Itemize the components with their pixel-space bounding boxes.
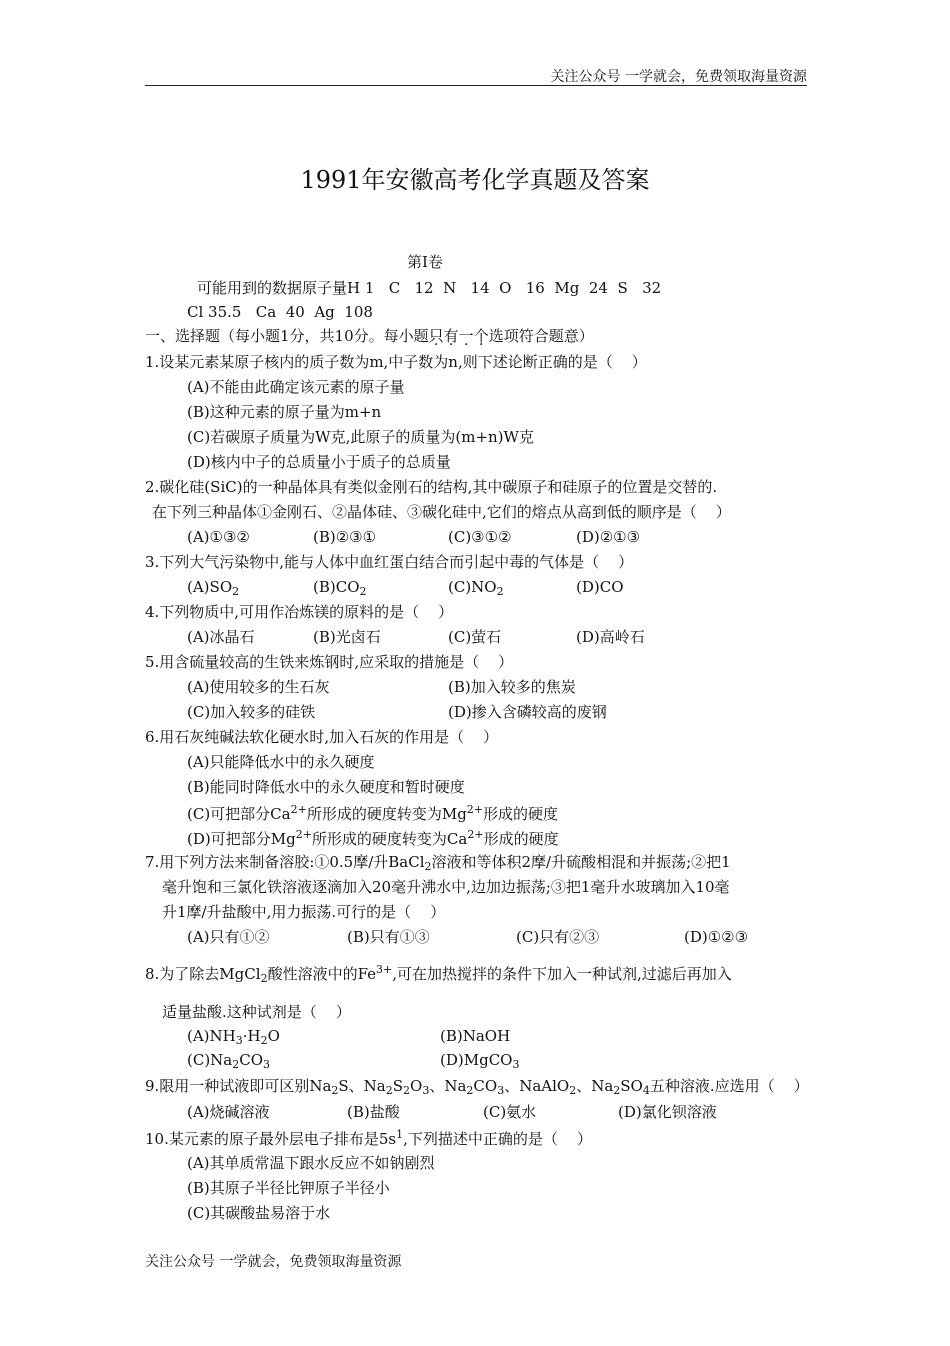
q7-stem-a: 7.用下列方法来制备溶胶:①0.5摩/升BaCl — [145, 853, 425, 871]
page-title: 1991年安徽高考化学真题及答案 — [300, 166, 650, 194]
q8-stem-line1 — [145, 965, 732, 983]
footer-text: 关注公众号 一学就会，免费领取海量资源 — [145, 1254, 402, 1270]
subscript: 3 — [235, 1034, 243, 1047]
q2-option-a: (A)①③② — [187, 528, 250, 546]
subscript: 3 — [512, 1058, 520, 1071]
q3-option-d: (D)CO — [576, 578, 624, 596]
q10-option-b: (B)其原子半径比钾原子半径小 — [187, 1179, 390, 1197]
q8-stem-b: 酸性溶液中的Fe — [267, 965, 377, 983]
q9-option-d: (D)氯化钡溶液 — [618, 1103, 717, 1121]
emphasis-char: 一 — [458, 327, 474, 345]
q2-stem-line2: 在下列三种晶体①金刚石、②晶体硅、③碳化硅中,它们的熔点从高到低的顺序是（ ） — [152, 503, 731, 521]
superscript: 2+ — [295, 828, 312, 841]
q7-option-a: (A)只有①② — [187, 928, 270, 946]
q3-c-text: (C)NO — [448, 578, 497, 596]
q9-text: 、NaAlO — [504, 1077, 570, 1095]
q1-option-c: (C)若碳原子质量为W克,此原子的质量为(m+n)W克 — [187, 428, 534, 446]
q9-text: SO — [620, 1077, 643, 1095]
q1-option-b: (B)这种元素的原子量为m+n — [187, 403, 382, 421]
superscript: 1 — [396, 1128, 404, 1141]
q8-stem-line2: 适量盐酸.这种试剂是（ ） — [162, 1003, 351, 1021]
q5-option-d: (D)掺入含磷较高的废钢 — [448, 703, 607, 721]
subscript: 2 — [331, 1084, 339, 1097]
subscript: 2 — [424, 860, 432, 873]
q2-option-d: (D)②①③ — [576, 528, 641, 546]
q9-text: 五种溶液.应选用（ ） — [649, 1077, 809, 1095]
section-heading — [145, 327, 594, 345]
q7-option-b: (B)只有①③ — [347, 928, 430, 946]
q4-option-b: (B)光卤石 — [313, 628, 381, 646]
q6-option-c — [187, 805, 558, 823]
header-rule — [145, 85, 807, 86]
q1-stem: 1.设某元素某原子核内的质子数为m,中子数为n,则下述论断正确的是（ ） — [145, 353, 647, 371]
subscript: 2 — [613, 1084, 621, 1097]
q3-b-text: (B)CO — [313, 578, 360, 596]
q8-a-text1: (A)NH — [187, 1027, 236, 1045]
q9-text: O — [410, 1077, 423, 1095]
superscript: 3+ — [376, 963, 393, 976]
q6-d-text3: 形成的硬度 — [483, 830, 559, 848]
emphasis-char: 个 — [473, 327, 489, 345]
q3-option-c — [448, 578, 504, 596]
q1-option-a: (A)不能由此确定该元素的原子量 — [187, 378, 405, 396]
subscript: 4 — [642, 1084, 650, 1097]
superscript: 2+ — [290, 803, 307, 816]
q4-stem: 4.下列物质中,可用作冶炼镁的原料的是（ ） — [145, 603, 454, 621]
q7-stem-line3: 升1摩/升盐酸中,用力振荡.可行的是（ ） — [162, 903, 446, 921]
q8-stem-c: ,可在加热搅拌的条件下加入一种试剂,过滤后再加入 — [392, 965, 732, 983]
q7-option-d: (D)①②③ — [684, 928, 749, 946]
q10-option-a: (A)其单质常温下跟水反应不如钠剧烈 — [187, 1154, 435, 1172]
q9-text: 9.限用一种试液即可区别Na — [145, 1077, 332, 1095]
q5-option-c: (C)加入较多的硅铁 — [187, 703, 316, 721]
q4-option-c: (C)萤石 — [448, 628, 502, 646]
q2-option-b: (B)②③① — [313, 528, 377, 546]
q8-a-text2: ·H — [242, 1027, 261, 1045]
q6-option-a: (A)只能降低水中的永久硬度 — [187, 753, 375, 771]
q2-stem-line1: 2.碳化硅(SiC)的一种晶体具有类似金刚石的结构,其中碳原子和硅原子的位置是交替的. — [145, 478, 718, 496]
q8-c-text2: CO — [239, 1051, 264, 1069]
q9-stem — [145, 1077, 809, 1095]
subscript: 2 — [232, 1058, 240, 1071]
q8-stem-a: 8.为了除去MgCl — [145, 965, 261, 983]
atomic-masses-line1: 可能用到的数据原子量H 1 C 12 N 14 O 16 Mg 24 S 32 — [197, 279, 662, 297]
q4-option-d: (D)高岭石 — [576, 628, 645, 646]
q8-option-d — [440, 1051, 519, 1069]
q6-option-d — [187, 830, 559, 848]
subscript: 2 — [569, 1084, 577, 1097]
section-heading-b: 选项符合题意） — [488, 327, 594, 345]
q8-option-c — [187, 1051, 270, 1069]
q6-c-text2: 所形成的硬度转变为Mg — [306, 805, 467, 823]
q9-text: 、Na — [429, 1077, 467, 1095]
q9-text: S、Na — [338, 1077, 386, 1095]
q5-option-a: (A)使用较多的生石灰 — [187, 678, 330, 696]
q9-option-b: (B)盐酸 — [347, 1103, 400, 1121]
q5-stem: 5.用含硫量较高的生铁来炼钢时,应采取的措施是（ ） — [145, 653, 514, 671]
q3-option-b — [313, 578, 367, 596]
q7-option-c: (C)只有②③ — [516, 928, 600, 946]
q10-stem-a: 10.某元素的原子最外层电子排布是5s — [145, 1130, 397, 1148]
q10-option-c: (C)其碳酸盐易溶于水 — [187, 1204, 331, 1222]
superscript: 2+ — [466, 803, 484, 816]
q6-c-text1: (C)可把部分Ca — [187, 805, 291, 823]
q4-option-a: (A)冰晶石 — [187, 628, 255, 646]
atomic-masses-line2: Cl 35.5 Ca 40 Ag 108 — [187, 303, 373, 321]
q6-c-text3: 形成的硬度 — [483, 805, 559, 823]
subscript: 3 — [422, 1084, 430, 1097]
q8-d-text1: (D)MgCO — [440, 1051, 513, 1069]
q9-text: S — [392, 1077, 404, 1095]
q3-stem: 3.下列大气污染物中,能与人体中血红蛋白结合而引起中毒的气体是（ ） — [145, 553, 634, 571]
emphasis-char: 只 — [428, 327, 444, 345]
subscript: 3 — [263, 1058, 271, 1071]
q9-option-c: (C)氨水 — [483, 1103, 537, 1121]
q5-option-b: (B)加入较多的焦炭 — [448, 678, 576, 696]
subscript: 2 — [385, 1084, 393, 1097]
q8-a-text3: O — [267, 1027, 280, 1045]
q1-option-d: (D)核内中子的总质量小于质子的总质量 — [187, 453, 451, 471]
subscript: 2 — [403, 1084, 411, 1097]
subscript: 2 — [260, 972, 268, 985]
q7-stem-line2: 毫升饱和三氯化铁溶液逐滴加入20毫升沸水中,边加边振荡;③把1毫升水玻璃加入10毫 — [162, 878, 730, 896]
q9-option-a: (A)烧碱溶液 — [187, 1103, 270, 1121]
q10-stem-b: ,下列描述中正确的是（ ） — [403, 1130, 592, 1148]
q6-stem: 6.用石灰纯碱法软化硬水时,加入石灰的作用是（ ） — [145, 728, 499, 746]
q3-a-text: (A)SO — [187, 578, 233, 596]
q3-option-a — [187, 578, 239, 596]
q7-stem-line1 — [145, 853, 731, 871]
q6-d-text2: 所形成的硬度转变为Ca — [311, 830, 468, 848]
q8-option-b: (B)NaOH — [440, 1027, 511, 1045]
subscript: 2 — [260, 1034, 268, 1047]
q7-stem-b: 溶液和等体积2摩/升硫酸相混和并振荡;②把1 — [431, 853, 731, 871]
subscript: 2 — [359, 585, 367, 598]
q6-option-b: (B)能同时降低水中的永久硬度和暂时硬度 — [187, 778, 465, 796]
subscript: 2 — [496, 585, 504, 598]
subscript: 2 — [232, 585, 240, 598]
q8-option-a — [187, 1027, 280, 1045]
subscript: 3 — [497, 1084, 505, 1097]
emphasis-char: 有 — [443, 327, 459, 345]
q6-d-text1: (D)可把部分Mg — [187, 830, 296, 848]
section-heading-a: 一、选择题（每小题1分，共10分。每小题 — [145, 327, 429, 345]
q8-c-text1: (C)Na — [187, 1051, 233, 1069]
volume-label: 第Ⅰ卷 — [407, 253, 443, 271]
q9-text: CO — [473, 1077, 498, 1095]
subscript: 2 — [466, 1084, 474, 1097]
q9-text: 、Na — [576, 1077, 614, 1095]
superscript: 2+ — [467, 828, 484, 841]
q10-stem — [145, 1130, 592, 1148]
header-text: 关注公众号 一学就会，免费领取海量资源 — [550, 69, 807, 85]
q2-option-c: (C)③①② — [448, 528, 512, 546]
